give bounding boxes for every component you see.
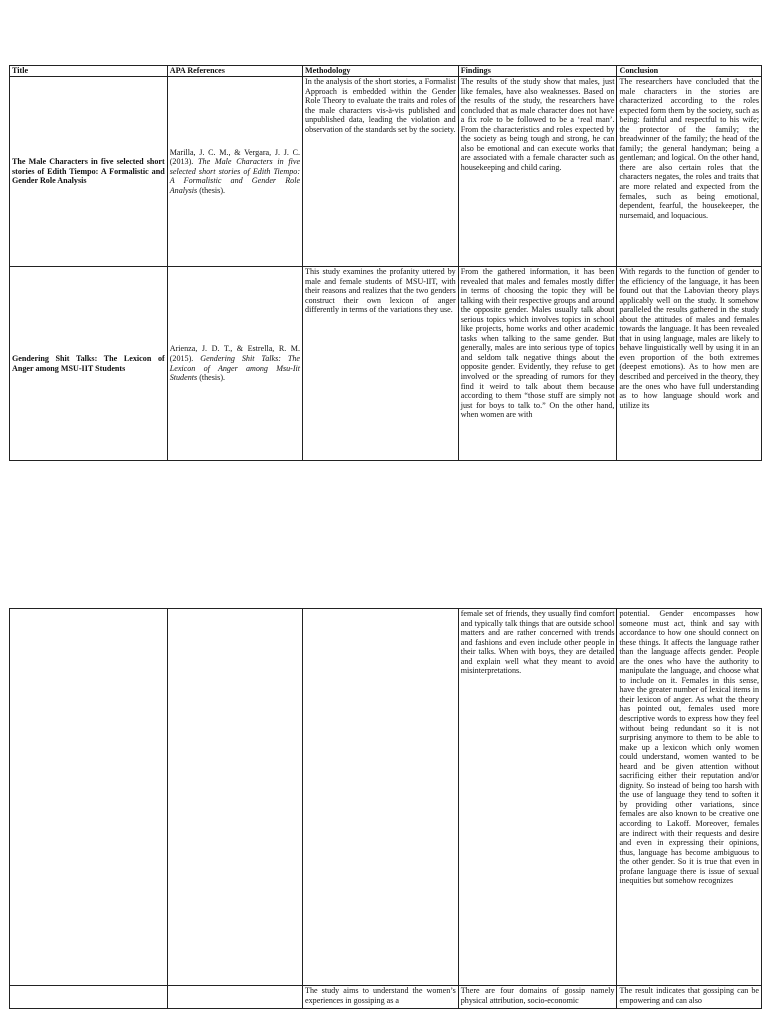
- findings-text: The results of the study show that males, just like females, have also weaknesses. Based on the results of the study, the researchers have concluded that as male character does not have a fix role to be followed to be a ‘real man’. From the characteristics and roles expected by the society as being tough and strong, he can also be emotional and can execute works that are associated with a female character such as housekeeping and child caring.: [458, 77, 617, 267]
- apa-reference: [167, 267, 302, 461]
- table-header-row: [10, 66, 762, 77]
- findings-text: From the gathered information, it has been revealed that males and females mostly differ in terms of choosing the topic they will be talking with their respective groups and around the opposite gender. Males usually talk about serious topics which involves topics in school like projects, home works and other academic tasks when talking to the same gender. But generally, males are into serious type of topics and seldom talk negative things about the opposite gender. Evidently, they refuse to get involved or the spreading of rumors for they find it weird to talk about them because according to them “those stuff are simply not just for boys to talk to.” On the other hand, when women are with: [458, 267, 617, 461]
- methodology-text: This study examines the profanity uttered by male and female students of MSU-IIT, with their reasons and realizes that the two genders construct their own lexicon of anger differently in terms of the variations they use.: [303, 267, 459, 461]
- conclusion-text: The result indicates that gossiping can be empowering and can also: [617, 986, 762, 1009]
- reference-suffix: (thesis).: [199, 373, 226, 383]
- table-row: [10, 609, 762, 986]
- conclusion-text: With regards to the function of gender to the efficiency of the language, it has been found out that the Labovian theory plays applicably well on the study. It somehow paralleled the results gathered in the study about the attitudes of males and females towards the language. It has been revealed that in using language, males are likely to behave linguistically well by using it in an even proportion of the both extremes (deepest emotions). As to how men are described and perceived in the theory, they are the ones who have full understanding as to how language should work and utilize its: [617, 267, 762, 461]
- findings-text: female set of friends, they usually find comfort and typically talk things that are outside school matters and are rather concerned with trends and fashions and even include other people in their talks. When with boys, they are detailed and explain well what they meant to avoid misinterpretations.: [458, 609, 617, 986]
- literature-table-page-continued: [9, 608, 762, 1009]
- conclusion-text: potential. Gender encompasses how someone must act, think and say with accordance to how one should connect on these things. It affects the language rather than the language affects gender. People are the ones who have the authority to manipulate the language, and choose what to include on it. Females in this sense, have the greater number of lexical items in their lexicon of anger. As what the theory has pointed out, females used more descriptive words to express how they feel without being redundant so it is not surprising anymore to them to be able to make up a lexicon which only women could understand, women wanted to be heard and be given attention without sacrificing either their reputation and/or dignity. So instead of being too harsh with the use of language they tend to soften it by providing other variations, since females are also known to be creative one according to Lakoff. Moreover, females are indirect with their requests and desire and even in expressing their opinions, thus, language has become ambiguous to the other gender. So it is true that even in profane language there is issue of sexual inequities but somehow recognizes: [617, 609, 762, 986]
- header-title: Title: [10, 66, 168, 77]
- reference-title: The Male Characters in five selected short stories of Edith Tiempo: A Formalistic and Gender Role Analysis: [169, 157, 301, 195]
- apa-reference: [167, 986, 302, 1009]
- header-methodology: Methodology: [303, 66, 459, 77]
- header-findings: Findings: [458, 66, 617, 77]
- conclusion-text: The researchers have concluded that the male characters in the stories are characterized according to the roles expected form them by the society, such as being: faithful and respectful to his wife; the protector of the family; the breadwinner of the family; the head of the family; the general handyman; being a gentleman; and logical. On the other hand, there are also certain roles that the characters negates, the roles and traits that are more related and expected from the females, such as being emotional, dependent, fearful, the housekeeper, the nursemaid, and loquacious.: [617, 77, 762, 267]
- findings-text: There are four domains of gossip namely physical attribution, socio-economic: [458, 986, 617, 1009]
- table-row: [10, 267, 762, 461]
- reference-suffix: (thesis).: [199, 185, 226, 195]
- reference-authors: Arienza, J. D. T., & Estrella, R. M. (2015).: [169, 344, 301, 363]
- study-title: [10, 609, 168, 986]
- reference-authors: Marilla, J. C. M., & Vergara, J. J. C. (2013).: [169, 147, 301, 167]
- table-row: [10, 77, 762, 267]
- methodology-text: The study aims to understand the women’s experiences in gossiping as a: [303, 986, 459, 1009]
- apa-reference: [167, 609, 302, 986]
- apa-reference: [167, 77, 302, 267]
- literature-table-page-top: [9, 65, 762, 461]
- study-title: The Male Characters in five selected short stories of Edith Tiempo: A Formalistic and Gender Role Analysis: [10, 77, 168, 267]
- header-apa-references: APA References: [167, 66, 302, 77]
- study-title: [10, 986, 168, 1009]
- table-row: [10, 986, 762, 1009]
- methodology-text: [303, 609, 459, 986]
- study-title: Gendering Shit Talks: The Lexicon of Anger among MSU-IIT Students: [10, 267, 168, 461]
- header-conclusion: Conclusion: [617, 66, 762, 77]
- reference-title: Gendering Shit Talks: The Lexicon of Anger among Msu-Iit Students: [169, 353, 301, 383]
- methodology-text: In the analysis of the short stories, a Formalist Approach is embedded within the Gender Role Theory to evaluate the traits and roles of the male characters vis-à-vis published and unpublished data, leading the violation and observation of the standards set by the society.: [303, 77, 459, 267]
